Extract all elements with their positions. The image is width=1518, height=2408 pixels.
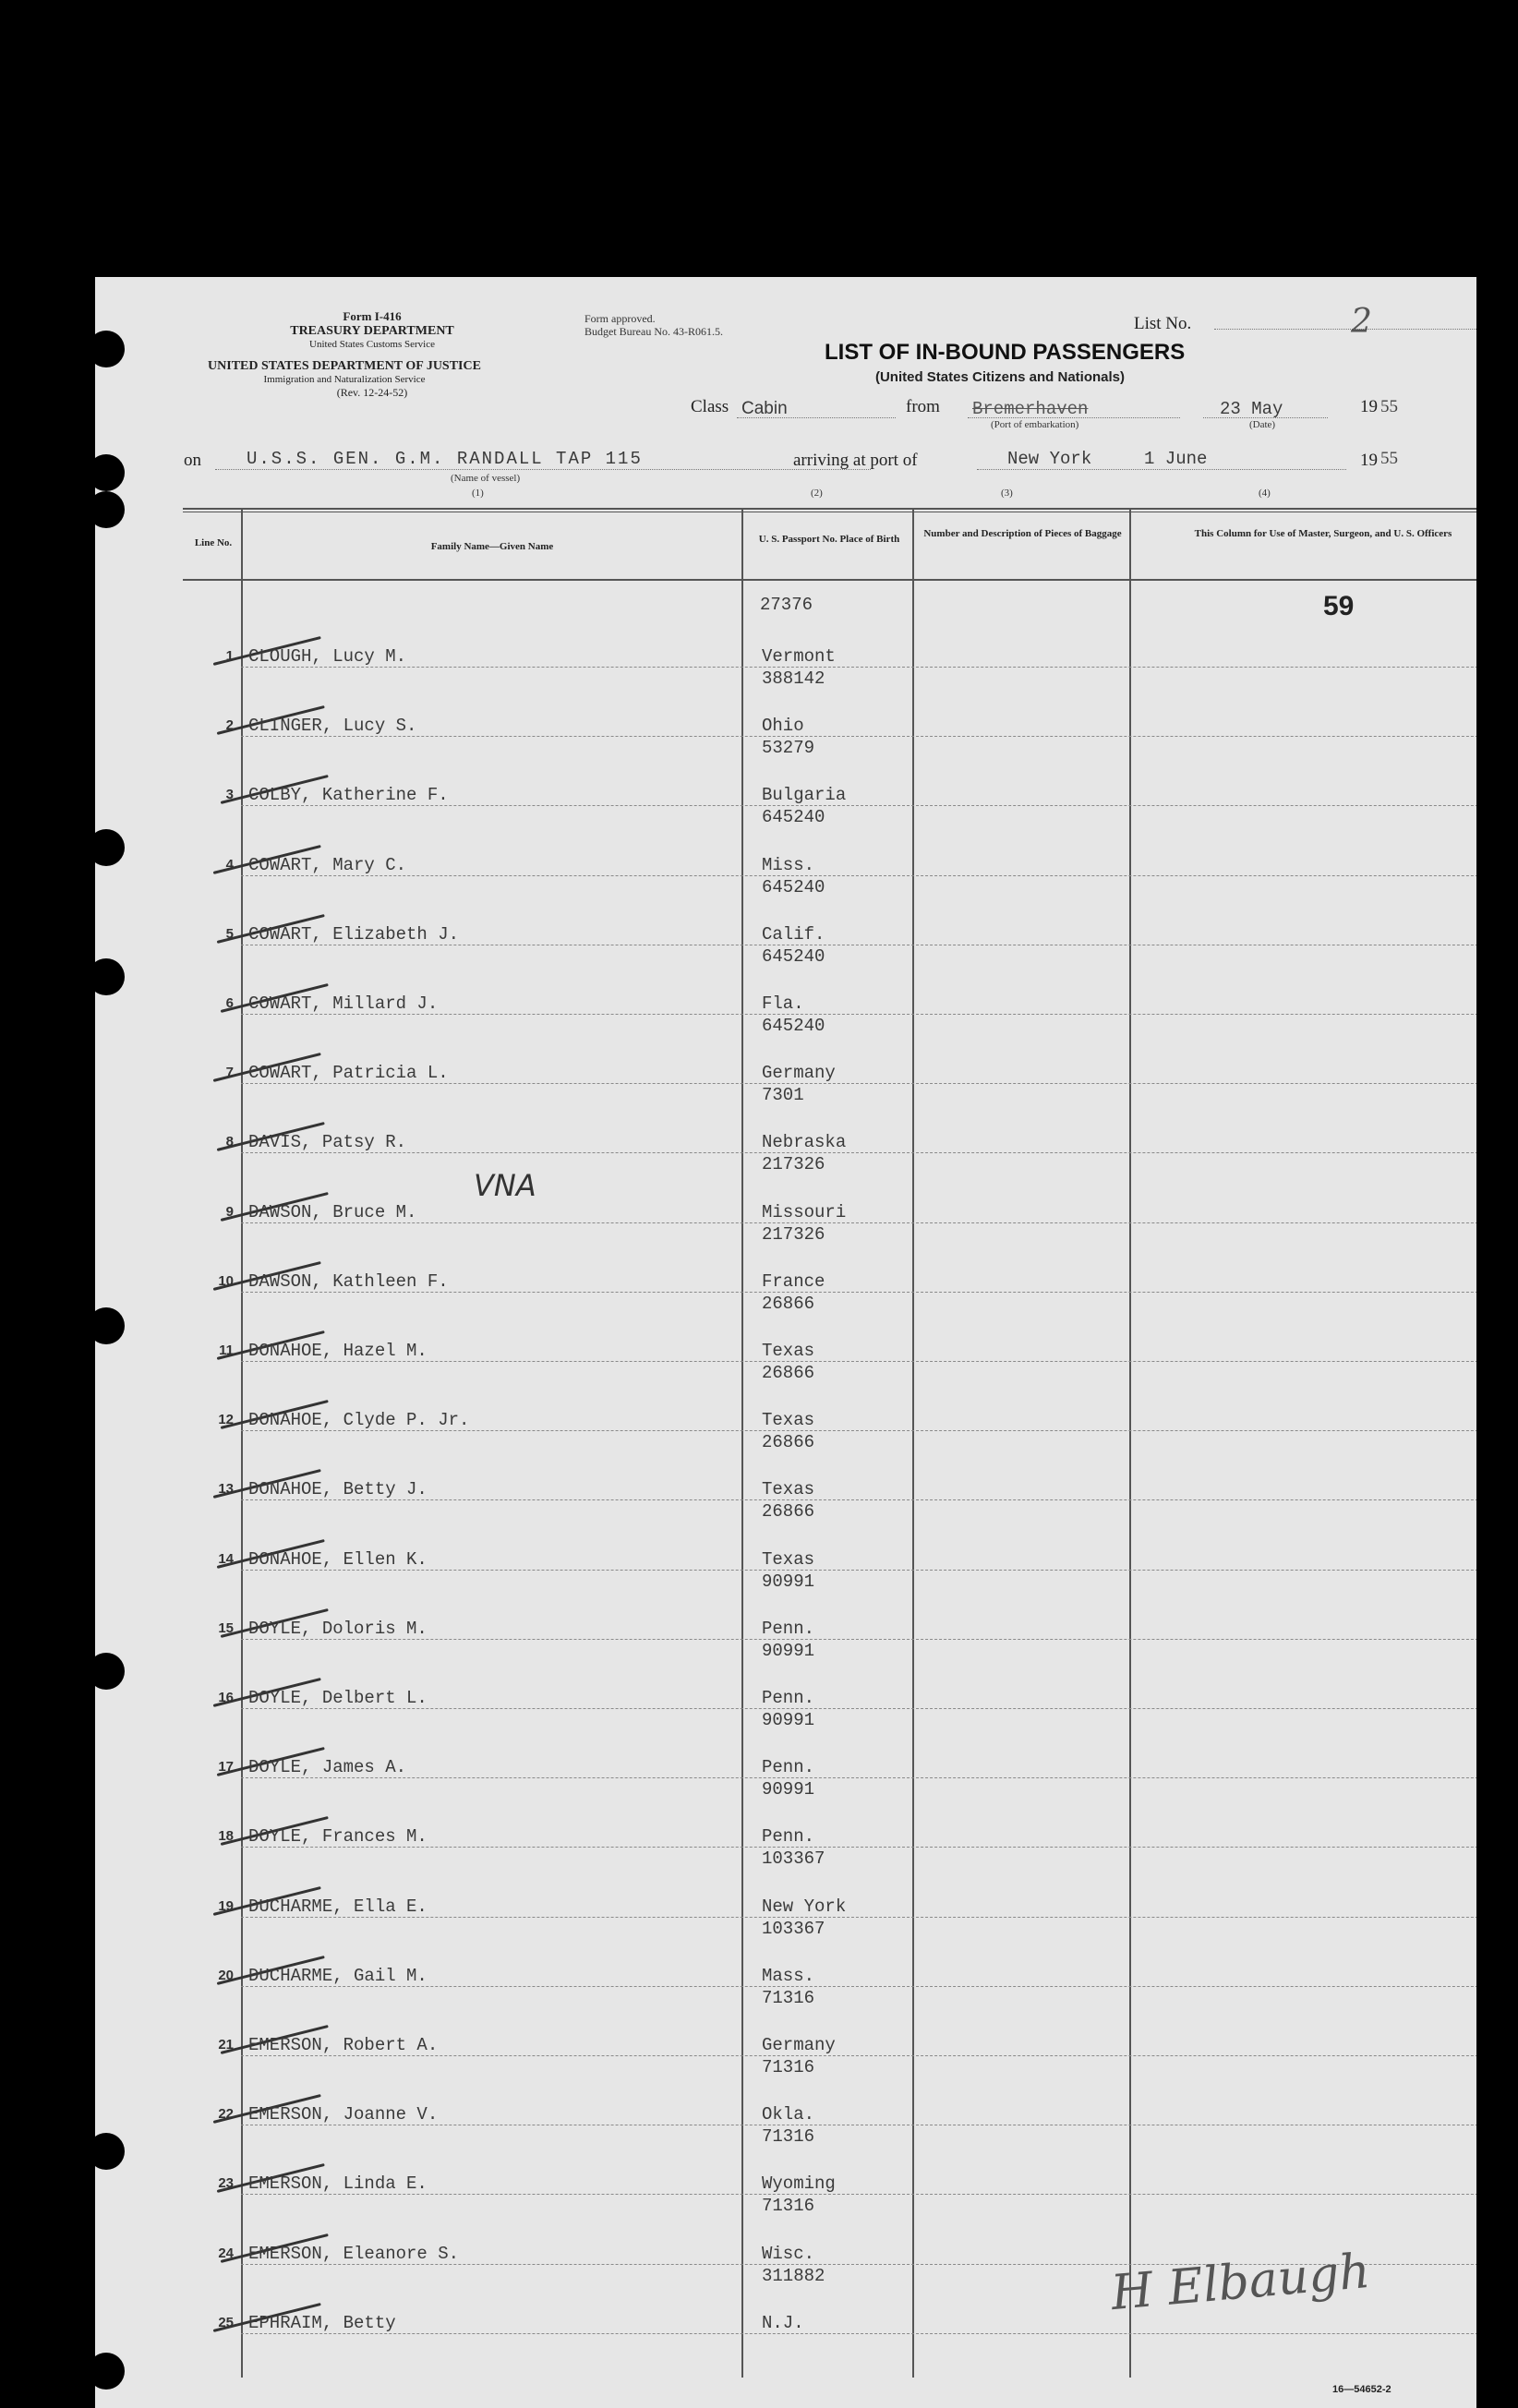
passenger-name: COWART, Elizabeth J. [248, 924, 460, 945]
place-of-birth: Texas [762, 1410, 815, 1430]
row-rule [241, 667, 1476, 668]
passenger-name: COWART, Mary C. [248, 855, 407, 875]
table-header-bottom [183, 579, 1476, 581]
row-rule [241, 875, 1476, 876]
punch-hole [95, 1307, 125, 1344]
place-of-birth: Nebraska [762, 1132, 847, 1152]
passenger-name: DONAHOE, Hazel M. [248, 1341, 428, 1361]
row-rule [241, 1708, 1476, 1709]
place-of-birth: Penn. [762, 1757, 815, 1777]
passenger-name: DAVIS, Patsy R. [248, 1132, 407, 1152]
punch-hole [95, 1653, 125, 1690]
place-of-birth: Okla. [762, 2104, 815, 2125]
line-number: 1 [225, 648, 234, 664]
document-page [95, 277, 1476, 2408]
passenger-name: EMERSON, Robert A. [248, 2035, 439, 2055]
passenger-name: CLOUGH, Lucy M. [248, 646, 407, 667]
budget-bureau: Budget Bureau No. 43-R061.5. [584, 325, 723, 338]
line-number: 15 [218, 1620, 234, 1636]
revision-date: (Rev. 12-24-52) [336, 386, 408, 399]
col-header-name: Family Name—Given Name [430, 541, 554, 552]
row-rule [241, 2333, 1476, 2334]
passenger-name: DAWSON, Kathleen F. [248, 1271, 449, 1292]
line-number: 3 [225, 787, 234, 802]
place-of-birth: Fla. [762, 993, 804, 1014]
place-of-birth: Miss. [762, 855, 815, 875]
place-of-birth: Germany [762, 2035, 836, 2055]
col-header-passport: U. S. Passport No. Place of Birth [758, 534, 900, 545]
col-index-1: (1) [472, 488, 484, 499]
year-prefix: 19 [1360, 397, 1378, 416]
list-no-label: List No. [1134, 314, 1192, 333]
row-rule [241, 2055, 1476, 2056]
passport-number: 103367 [762, 1848, 825, 1869]
line-number: 17 [218, 1759, 234, 1775]
passport-number: 7301 [762, 1085, 804, 1105]
passport-number: 26866 [762, 1294, 815, 1314]
treasury-department: TREASURY DEPARTMENT [290, 324, 454, 338]
place-of-birth: Texas [762, 1479, 815, 1499]
passenger-name: DAWSON, Bruce M. [248, 1202, 417, 1222]
col-header-officers: This Column for Use of Master, Surgeon, and U. S. Officers [1194, 528, 1452, 539]
line-number: 7 [225, 1065, 234, 1080]
ins-service: Immigration and Naturalization Service [263, 374, 426, 385]
passport-number: 90991 [762, 1779, 815, 1800]
passport-number: 90991 [762, 1710, 815, 1730]
passport-number: 645240 [762, 946, 825, 967]
passenger-name: DONAHOE, Betty J. [248, 1479, 428, 1499]
passport-number: 645240 [762, 807, 825, 827]
vessel-line [215, 469, 871, 470]
passenger-name: EMERSON, Joanne V. [248, 2104, 439, 2125]
row-rule [241, 1986, 1476, 1987]
passport-number: 103367 [762, 1919, 825, 1939]
col-divider-lineno [241, 508, 243, 2378]
line-number: 23 [218, 2175, 234, 2191]
line-number: 20 [218, 1968, 234, 1983]
annotation-vna: VNA [474, 1168, 536, 1203]
punch-hole [95, 958, 125, 995]
row-rule [241, 736, 1476, 737]
punch-hole [95, 331, 125, 367]
from-port: Bremerhaven [972, 399, 1089, 419]
line-number: 14 [218, 1551, 234, 1567]
row-rule [241, 2194, 1476, 2195]
place-of-birth: Ohio [762, 716, 804, 736]
passport-number: 71316 [762, 1988, 815, 2008]
line-number: 11 [219, 1342, 234, 1358]
arriving-label: arriving at port of [793, 451, 918, 470]
passport-number: 53279 [762, 738, 815, 758]
line-number: 16 [218, 1690, 234, 1705]
punch-hole [95, 491, 125, 528]
page-title: LIST OF IN-BOUND PASSENGERS [825, 340, 1186, 365]
punch-hole [95, 454, 125, 491]
place-of-birth: N.J. [762, 2313, 804, 2333]
place-of-birth: Missouri [762, 1202, 847, 1222]
arrival-line [977, 469, 1346, 470]
passenger-name: COWART, Millard J. [248, 993, 439, 1014]
list-no-value: 2 [1351, 303, 1372, 341]
passenger-name: DOYLE, Delbert L. [248, 1688, 428, 1708]
line-number: 9 [225, 1204, 234, 1220]
passport-number: 90991 [762, 1641, 815, 1661]
passport-number: 217326 [762, 1154, 825, 1174]
passenger-name: EPHRAIM, Betty [248, 2313, 396, 2333]
passenger-name: DONAHOE, Ellen K. [248, 1549, 428, 1570]
year-1: 55 [1380, 397, 1398, 416]
col-header-line-no: Line No. [194, 537, 233, 548]
passport-number: 90991 [762, 1571, 815, 1592]
line-number: 25 [218, 2315, 234, 2330]
passport-number: 71316 [762, 2057, 815, 2077]
place-of-birth: Wyoming [762, 2173, 836, 2194]
col-header-baggage: Number and Description of Pieces of Baggage [923, 528, 1122, 539]
justice-department: UNITED STATES DEPARTMENT OF JUSTICE [208, 359, 481, 373]
line-number: 8 [225, 1134, 234, 1150]
place-of-birth: Bulgaria [762, 785, 847, 805]
col-index-2: (2) [811, 488, 823, 499]
from-line [968, 417, 1180, 418]
table-top-border [183, 508, 1476, 510]
line-number: 2 [225, 717, 234, 733]
place-of-birth: Penn. [762, 1688, 815, 1708]
passport-number: 645240 [762, 877, 825, 897]
line-number: 18 [218, 1828, 234, 1844]
customs-service: United States Customs Service [309, 339, 435, 350]
place-of-birth: France [762, 1271, 825, 1292]
punch-hole [95, 2133, 125, 2170]
passport-number: 26866 [762, 1363, 815, 1383]
arrival-date: 1 June [1144, 449, 1208, 469]
form-number: Form I-416 [343, 309, 402, 323]
col-divider-baggage [1129, 508, 1131, 2378]
vessel-caption: (Name of vessel) [451, 473, 521, 484]
line-number: 6 [225, 995, 234, 1011]
line-number: 10 [218, 1273, 234, 1289]
line-number: 5 [225, 926, 234, 942]
col-divider-name [741, 508, 743, 2378]
punch-hole [95, 2353, 125, 2390]
passenger-name: DOYLE, Doloris M. [248, 1619, 428, 1639]
place-of-birth: Germany [762, 1063, 836, 1083]
passport-number: 71316 [762, 2126, 815, 2147]
passport-number: 388142 [762, 668, 825, 689]
row-rule [241, 1014, 1476, 1015]
passport-number: 26866 [762, 1501, 815, 1522]
passenger-name: COWART, Patricia L. [248, 1063, 449, 1083]
port-embark-caption: (Port of embarkation) [991, 419, 1079, 430]
class-line [737, 417, 896, 418]
passenger-name: DOYLE, Frances M. [248, 1826, 428, 1847]
row-rule [241, 1430, 1476, 1431]
list-no-line [1214, 329, 1476, 330]
passenger-name: CLINGER, Lucy S. [248, 716, 417, 736]
form-approved: Form approved. [584, 312, 656, 325]
col-index-4: (4) [1259, 488, 1271, 499]
page-count: 59 [1323, 591, 1355, 621]
passenger-name: COLBY, Katherine F. [248, 785, 449, 805]
arrival-port: New York [1007, 449, 1092, 469]
place-of-birth: Wisc. [762, 2244, 815, 2264]
row-rule [241, 1847, 1476, 1848]
place-of-birth: Texas [762, 1549, 815, 1570]
from-label: from [906, 397, 940, 416]
place-of-birth: Vermont [762, 646, 836, 667]
row-rule [241, 1152, 1476, 1153]
place-of-birth: Texas [762, 1341, 815, 1361]
place-of-birth: New York [762, 1896, 847, 1917]
punch-hole [95, 829, 125, 866]
year-prefix-2: 19 [1360, 451, 1378, 470]
passenger-name: EMERSON, Eleanore S. [248, 2244, 460, 2264]
on-label: on [184, 451, 201, 470]
row-rule [241, 1292, 1476, 1293]
row-rule [241, 1570, 1476, 1571]
line-number: 13 [218, 1481, 234, 1497]
col-index-3: (3) [1001, 488, 1013, 499]
year-2: 55 [1380, 449, 1398, 468]
line-number: 22 [218, 2106, 234, 2122]
class-value: Cabin [741, 399, 788, 418]
line-number: 24 [218, 2245, 234, 2261]
class-label: Class [691, 397, 729, 416]
date-caption: (Date) [1249, 419, 1276, 430]
place-of-birth: Mass. [762, 1966, 815, 1986]
col-divider-passport [912, 508, 914, 2378]
officer-signature: H Elbaugh [1108, 2243, 1373, 2322]
footer-code: 16—54652-2 [1332, 2384, 1392, 2395]
passport-number: 645240 [762, 1016, 825, 1036]
place-of-birth: Penn. [762, 1826, 815, 1847]
passport-number: 71316 [762, 2196, 815, 2216]
row-rule [241, 1917, 1476, 1918]
row-rule [241, 1639, 1476, 1640]
row-rule [241, 1222, 1476, 1223]
line-number: 12 [218, 1412, 234, 1427]
place-of-birth: Penn. [762, 1619, 815, 1639]
from-date-line [1203, 417, 1328, 418]
passenger-name: DOYLE, James A. [248, 1757, 407, 1777]
passport-number: 311882 [762, 2266, 825, 2286]
row-rule [241, 1777, 1476, 1778]
line-number: 4 [225, 857, 234, 873]
passport-number: 26866 [762, 1432, 815, 1452]
passport-number: 217326 [762, 1224, 825, 1245]
passenger-name: DUCHARME, Ella E. [248, 1896, 428, 1917]
row-rule [241, 1083, 1476, 1084]
page-subtitle: (United States Citizens and Nationals) [874, 369, 1126, 385]
line-number: 19 [218, 1898, 234, 1914]
row-rule [241, 1361, 1476, 1362]
line-number: 21 [218, 2037, 234, 2053]
first-passport-no: 27376 [760, 595, 813, 615]
row-rule [241, 1499, 1476, 1500]
place-of-birth: Calif. [762, 924, 825, 945]
vessel-name: U.S.S. GEN. G.M. RANDALL TAP 115 [247, 449, 643, 469]
row-rule [241, 805, 1476, 806]
passenger-name: DUCHARME, Gail M. [248, 1966, 428, 1986]
from-date: 23 May [1220, 399, 1283, 419]
passenger-name: EMERSON, Linda E. [248, 2173, 428, 2194]
passenger-name: DONAHOE, Clyde P. Jr. [248, 1410, 470, 1430]
